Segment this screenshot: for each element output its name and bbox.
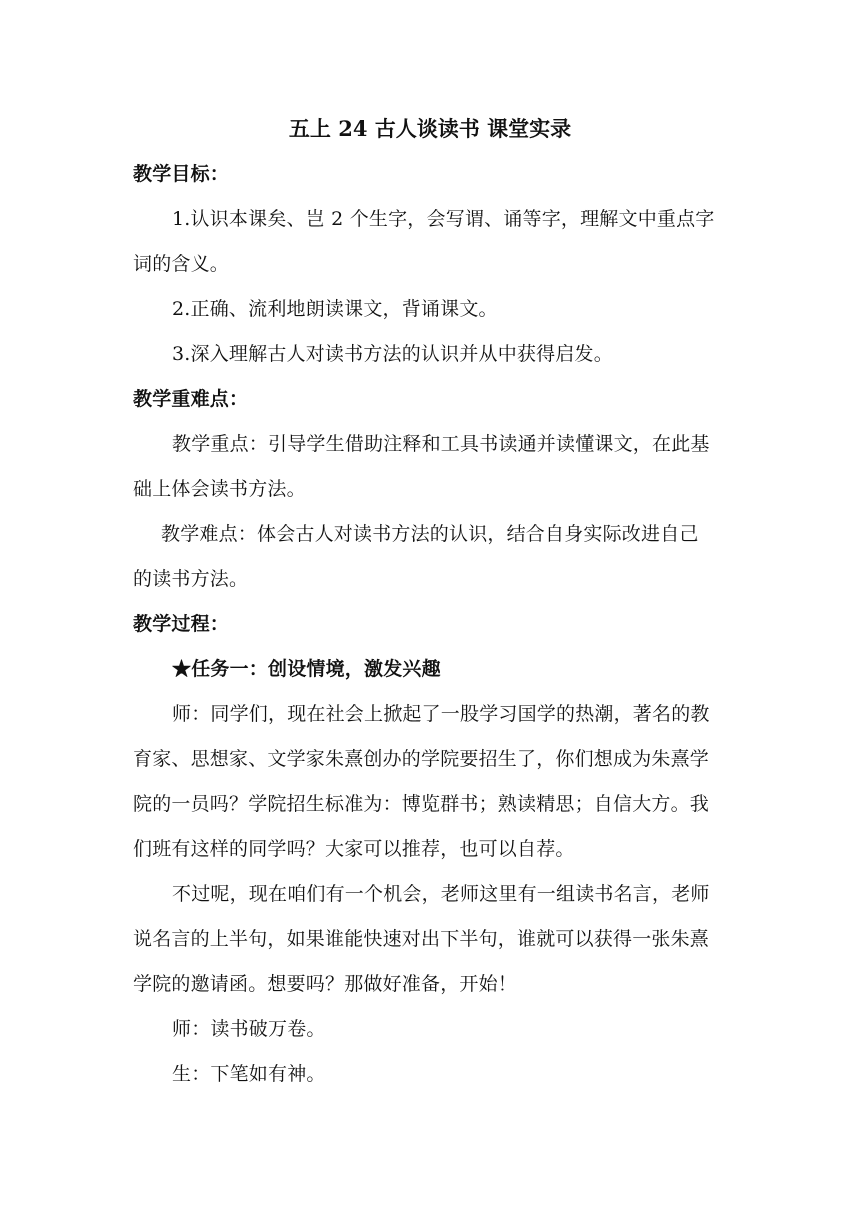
- difficulty-line-1: 教学难点：体会古人对读书方法的认识，结合自身实际改进自己: [161, 523, 699, 545]
- key-points-heading: 教学重难点：: [133, 388, 249, 410]
- document-title: 五上 24 古人谈读书 课堂实录: [288, 116, 572, 141]
- teacher-dialogue-line: 师：读书破万卷。: [172, 1018, 326, 1040]
- key-point-line-1: 教学重点：引导学生借助注释和工具书读通并读懂课文，在此基: [172, 433, 710, 455]
- paragraph-1-line-1: 师：同学们，现在社会上掀起了一股学习国学的热潮，著名的教: [172, 703, 710, 725]
- difficulty-line-2: 的读书方法。: [133, 568, 249, 590]
- objectives-heading: 教学目标：: [133, 163, 230, 185]
- paragraph-1-line-4: 们班有这样的同学吗？大家可以推荐，也可以自荐。: [133, 838, 575, 860]
- task-one-heading: ★任务一：创设情境，激发兴趣: [172, 658, 441, 680]
- paragraph-1-line-2: 育家、思想家、文学家朱熹创办的学院要招生了，你们想成为朱熹学: [133, 748, 710, 770]
- paragraph-2-line-1: 不过呢，现在咱们有一个机会，老师这里有一组读书名言，老师: [172, 883, 710, 905]
- objective-1-line-2: 词的含义。: [133, 253, 230, 275]
- key-point-line-2: 础上体会读书方法。: [133, 478, 306, 500]
- paragraph-2-line-2: 说名言的上半句，如果谁能快速对出下半句，谁就可以获得一张朱熹: [133, 928, 710, 950]
- student-dialogue-line: 生：下笔如有神。: [172, 1063, 326, 1085]
- process-heading: 教学过程：: [133, 613, 230, 635]
- objective-2: 2.正确、流利地朗读课文，背诵课文。: [172, 298, 498, 320]
- paragraph-2-line-3: 学院的邀请函。想要吗？那做好准备，开始！: [133, 973, 518, 995]
- paragraph-1-line-3: 院的一员吗？学院招生标准为：博览群书；熟读精思；自信大方。我: [133, 793, 710, 815]
- objective-1-line-1: 1.认识本课矣、岂 2 个生字，会写谓、诵等字，理解文中重点字: [172, 208, 715, 230]
- objective-3: 3.深入理解古人对读书方法的认识并从中获得启发。: [172, 343, 613, 365]
